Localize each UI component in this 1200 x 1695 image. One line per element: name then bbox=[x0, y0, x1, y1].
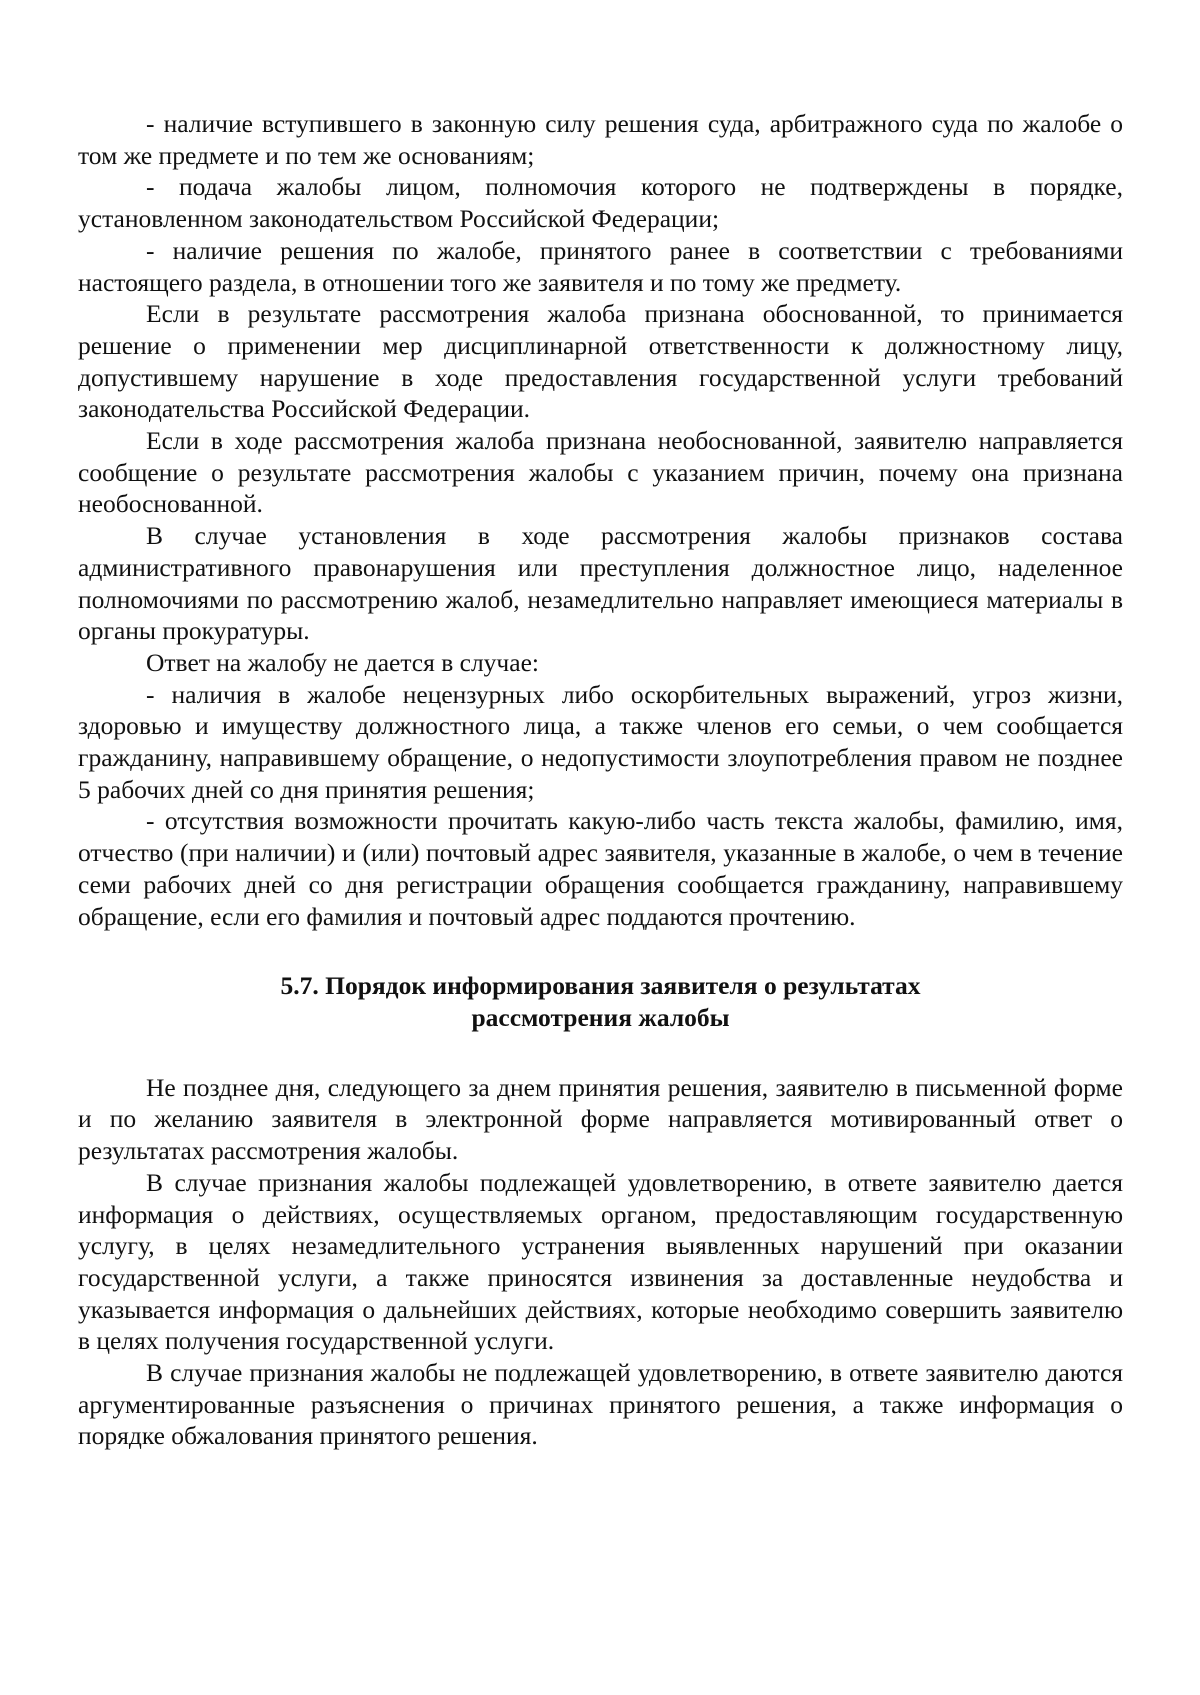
paragraph-unreadable-text: - отсутствия возможности прочитать какую-либо часть текста жалобы, фамилию, имя, отчество (при наличии) и (или) почтовый адрес заявителя, указанные в жалобе, о чем в течение семи рабочих дней со дня регистрации обращения сообщается гражданину, направившему обращение, если его фамилия и почтовый адрес поддаются прочтению. bbox=[78, 806, 1123, 931]
paragraph-court-decision: - наличие вступившего в законную силу решения суда, арбитражного суда по жалобе о том же предмете и по тем же основаниям; bbox=[78, 109, 1123, 170]
section-heading bbox=[78, 970, 1123, 1033]
section-heading-line-1: 5.7. Порядок информирования заявителя о результатах bbox=[280, 971, 921, 1001]
paragraph-offense-signs: В случае установления в ходе рассмотрения жалобы признаков состава административного правонарушения или преступления должностное лицо, наделенное полномочиями по рассмотрению жалоб, незамедлительно направляет имеющиеся материалы в органы прокуратуры. bbox=[78, 521, 1123, 646]
paragraph-no-answer-intro: Ответ на жалобу не дается в случае: bbox=[146, 647, 539, 677]
paragraph-complaint-rejected: В случае признания жалобы не подлежащей удовлетворению, в ответе заявителю даются аргументированные разъяснения о причинах принятого решения, а также информация о порядке обжалования принятого решения. bbox=[78, 1358, 1123, 1451]
paragraph-unauthorized-person: - подача жалобы лицом, полномочия которого не подтверждены в порядке, установленном законодательством Российской Федерации; bbox=[78, 172, 1123, 234]
paragraph-prior-decision: - наличие решения по жалобе, принятого ранее в соответствии с требованиями настоящего раздела, в отношении того же заявителя и по тому же предмету. bbox=[78, 235, 1123, 297]
paragraph-complaint-justified: Если в результате рассмотрения жалоба признана обоснованной, то принимается решение о применении мер дисциплинарной ответственности к должностному лицу, допустившему нарушение в ходе предоставления государственной услуги требований законодательства Российской Федерации. bbox=[78, 299, 1123, 424]
paragraph-response-deadline: Не позднее дня, следующего за днем принятия решения, заявителю в письменной форме и по желанию заявителя в электронной форме направляется мотивированный ответ о результатах рассмотрения жалобы. bbox=[78, 1072, 1123, 1166]
paragraph-complaint-satisfied: В случае признания жалобы подлежащей удовлетворению, в ответе заявителю дается информация о действиях, осуществляемых органом, предоставляющим государственную услугу, в целях незамедлительного устранения выявленных нарушений при оказании государственной услуги, а также приносятся извинения за доставленные неудобства и указывается информация о дальнейших действиях, которые необходимо совершить заявителю в целях получения государственной услуги. bbox=[78, 1167, 1123, 1356]
paragraph-complaint-unjustified: Если в ходе рассмотрения жалоба признана необоснованной, заявителю направляется сообщение о результате рассмотрения жалобы с указанием причин, почему она признана необоснованной. bbox=[78, 426, 1123, 519]
section-heading-line-2: рассмотрения жалобы bbox=[471, 1002, 730, 1032]
paragraph-obscene-language: - наличия в жалобе нецензурных либо оскорбительных выражений, угроз жизни, здоровью и имуществу должностного лица, а также членов его семьи, о чем сообщается гражданину, направившему обращение, о недопустимости злоупотребления правом не позднее 5 рабочих дней со дня принятия решения; bbox=[78, 679, 1123, 804]
document-page bbox=[78, 108, 1123, 1452]
